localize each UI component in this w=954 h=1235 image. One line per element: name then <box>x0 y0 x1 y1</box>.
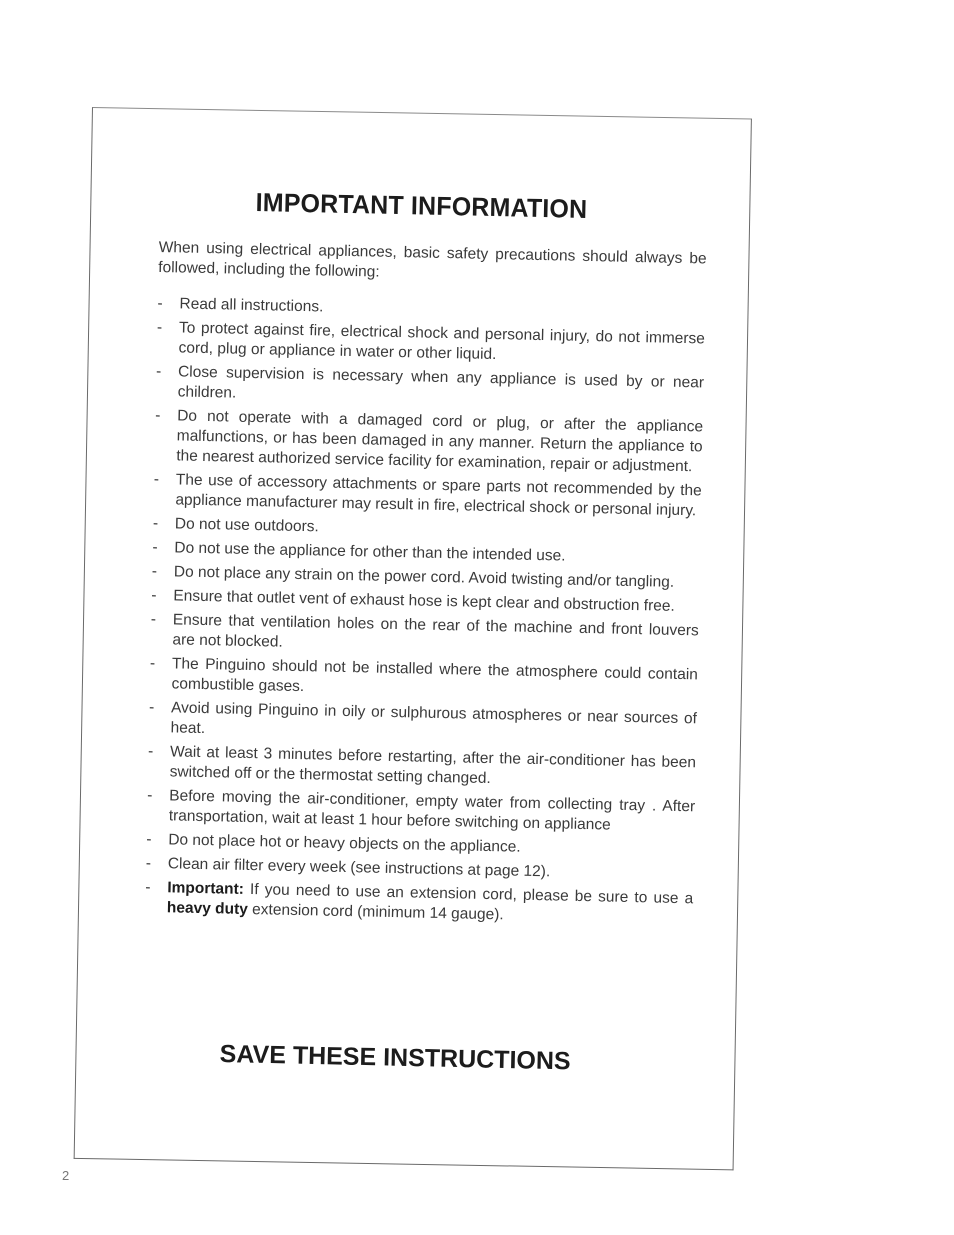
intro-paragraph: When using electrical appliances, basic safety precautions should always be followed, including the following: <box>158 238 707 281</box>
list-item: - Ensure that ventilation holes on the rear of the machine and front louvers are not blocked. <box>150 610 699 651</box>
important-note: - Important: If you need to use an extension cord, please be sure to use a heavy duty extension cord (minimum 14 gauge). <box>145 878 694 923</box>
list-item: - Do not place hot or heavy objects on the appliance. <box>146 830 521 856</box>
list-item: - Do not use the appliance for other than the intended use. <box>152 538 566 565</box>
safety-list <box>145 293 706 928</box>
page-number: 2 <box>62 1168 70 1183</box>
list-item: - Read all instructions. <box>157 294 324 315</box>
list-item: - Clean air filter every week (see instructions at page 12). <box>145 854 551 880</box>
list-item: - Ensure that outlet vent of exhaust hose is kept clear and obstruction free. <box>151 586 675 615</box>
save-instructions-heading: SAVE THESE INSTRUCTIONS <box>219 1040 571 1076</box>
heavy-duty-text: heavy duty <box>166 898 249 918</box>
list-item: - Do not operate with a damaged cord or plug, or after the appliance malfunctions, or has been damaged in any manner. Return the appliance to the nearest authorized service facility for examination, repair or adjustment. <box>155 406 704 475</box>
list-item: - Close supervision is necessary when any appliance is used by or near children. <box>155 362 705 402</box>
list-item: - Do not use outdoors. <box>152 514 319 535</box>
important-label: Important: <box>167 878 245 898</box>
important-information-section <box>145 185 708 933</box>
page-title: IMPORTANT INFORMATION <box>255 187 588 224</box>
list-item: - The use of accessory attachments or spare parts not recommended by the appliance manufacturer may result in fire, electrical shock or personal injury. <box>153 470 702 519</box>
list-item: - Avoid using Pinguino in oily or sulphurous atmospheres or near sources of heat. <box>148 698 698 737</box>
list-item: - Before moving the air-conditioner, empty water from collecting tray . After transportation, wait at least 1 hour before switching on appliance <box>147 786 696 834</box>
list-item: - The Pinguino should not be installed where the atmosphere could contain combustible gases. <box>149 654 699 695</box>
list-item: - To protect against fire, electrical shock and personal injury, do not immerse cord, plug or appliance in water or other liquid. <box>156 318 706 363</box>
list-item: - Do not place any strain on the power cord. Avoid twisting and/or tangling. <box>151 562 675 591</box>
list-item: - Wait at least 3 minutes before restarting, after the air-conditioner has been switched off or the thermostat setting changed. <box>147 742 697 787</box>
